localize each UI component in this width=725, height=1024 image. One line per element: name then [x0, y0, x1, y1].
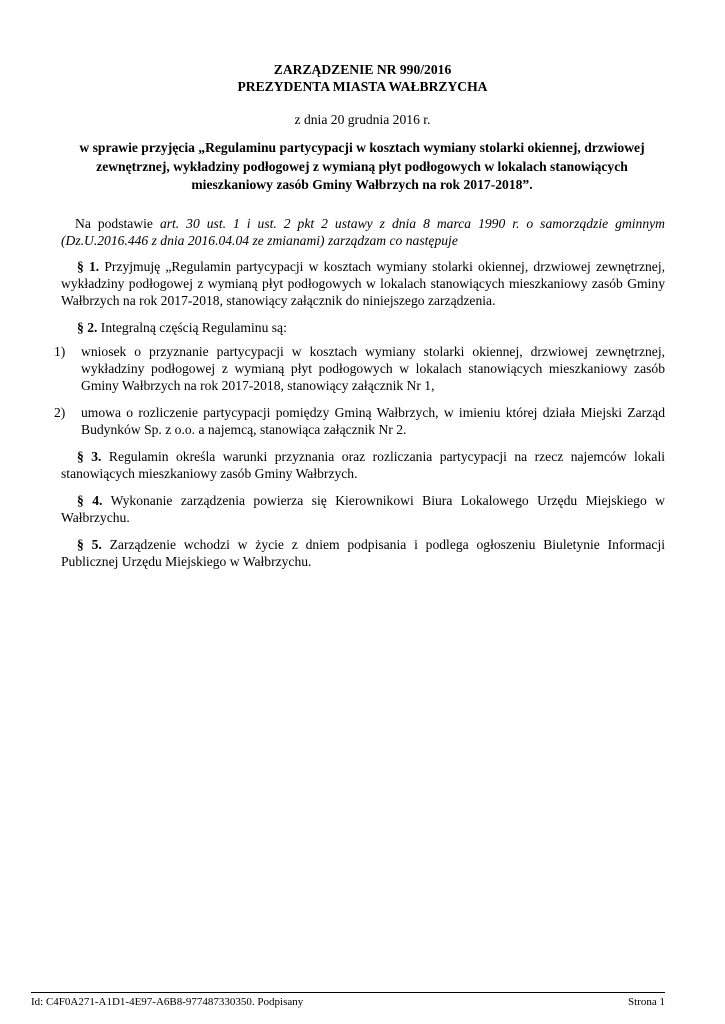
document-subject: w sprawie przyjęcia „Regulaminu partycypacji w kosztach wymiany stolarki okiennej, drzwiowej zewnętrznej, wykładziny podłogowej z wymianą płyt podłogowych w lokalach stanowiących mieszkaniowy zasób Gminy Wałbrzych na rok 2017-2018”. [79, 140, 645, 192]
section-3-label: § 3. [77, 449, 102, 464]
legal-basis-citation: art. 30 ust. 1 i ust. 2 pkt 2 ustawy z dnia 8 marca 1990 r. o samorządzie gminnym (Dz.U.2016.446 z dnia 2016.04.04 ze zmianami) zarządzam co następuje [61, 216, 665, 248]
list-item [54, 404, 665, 438]
section-5 [61, 536, 665, 570]
section-2-text: Integralną częścią Regulaminu są: [97, 320, 287, 335]
section-4-label: § 4. [77, 493, 103, 508]
document-body [54, 215, 666, 580]
legal-basis-prefix: Na podstawie [75, 216, 160, 231]
list-item-number: 1) [54, 344, 66, 359]
section-1-label: § 1. [77, 259, 100, 274]
document-date: z dnia 20 grudnia 2016 r. [294, 112, 431, 127]
section-3 [61, 448, 665, 482]
section-2 [61, 319, 665, 336]
document-issuer: PREZYDENTA MIASTA WAŁBRZYCHA [237, 79, 488, 94]
footer-divider [31, 992, 665, 993]
list-item-number: 2) [54, 405, 66, 420]
section-1-text: Przyjmuję „Regulamin partycypacji w kosztach wymiany stolarki okiennej, drzwiowej zewnętrznej, wykładziny podłogowej z wymianą płyt podłogowych w lokalach stanowiących mieszkaniowy zasób Gminy Wałbrzych na rok 2017-2018, stanowiący załącznik do niniejszego zarządzenia. [61, 259, 666, 308]
footer-page-number: Strona 1 [628, 996, 665, 1008]
list-item-text: wniosek o przyznanie partycypacji w kosztach wymiany stolarki okiennej, drzwiowej zewnętrznej, wykładziny podłogowej z wymianą płyt podłogowych w lokalach stanowiących mieszkaniowy zasób Gminy Wałbrzych na rok 2017-2018, stanowiący załącznik Nr 1, [81, 344, 665, 393]
section-5-label: § 5. [77, 537, 102, 552]
list-item [54, 343, 665, 394]
section-4-text: Wykonanie zarządzenia powierza się Kierownikowi Biura Lokalowego Urzędu Miejskiego w Wałbrzychu. [61, 493, 665, 525]
section-3-text: Regulamin określa warunki przyznania oraz rozliczania partycypacji na rzecz najemców lokali stanowiących mieszkaniowy zasób Gminy Wałbrzych. [61, 449, 665, 481]
section-4 [61, 492, 665, 526]
list-item-text: umowa o rozliczenie partycypacji pomiędzy Gminą Wałbrzych, w imieniu której działa Miejski Zarząd Budynków Sp. z o.o. a najemcą, stanowiąca załącznik Nr 2. [81, 405, 665, 437]
section-2-list [54, 343, 665, 438]
section-5-text: Zarządzenie wchodzi w życie z dniem podpisania i podlega ogłoszeniu Biuletynie Informacji Publicznej Urzędu Miejskiego w Wałbrzychu. [61, 537, 665, 569]
footer-document-id: Id: C4F0A271-A1D1-4E97-A6B8-977487330350. Podpisany [31, 996, 304, 1008]
section-2-label: § 2. [77, 320, 98, 335]
document-title: ZARZĄDZENIE NR 990/2016 [273, 62, 452, 77]
legal-basis [61, 215, 665, 249]
section-1 [61, 258, 665, 309]
